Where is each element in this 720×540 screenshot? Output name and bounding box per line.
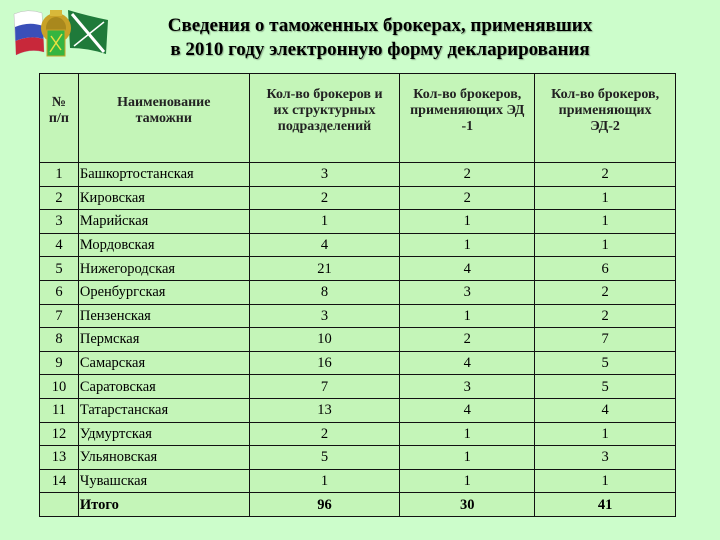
row-brokers-ed2: 1 (535, 186, 676, 210)
header-col2-line: Кол-во брокеров, (413, 87, 522, 102)
table-row (40, 398, 676, 422)
row-brokers-total: 1 (249, 210, 400, 234)
header-col2-line: -1 (461, 119, 474, 134)
header-col3-line: ЭД-2 (590, 119, 620, 134)
total-brokers-ed1: 30 (400, 493, 535, 517)
row-brokers-ed1: 4 (400, 257, 535, 281)
row-brokers-total: 16 (249, 351, 400, 375)
row-brokers-ed1: 1 (400, 210, 535, 234)
row-num: 1 (40, 163, 79, 187)
row-customs-name: Нижегородская (78, 257, 249, 281)
row-num: 4 (40, 233, 79, 257)
table-row (40, 186, 676, 210)
table-row (40, 469, 676, 493)
row-brokers-total: 1 (249, 469, 400, 493)
customs-emblem-logo (10, 8, 115, 60)
row-num: 13 (40, 446, 79, 470)
row-brokers-total: 21 (249, 257, 400, 281)
row-brokers-ed2: 2 (535, 163, 676, 187)
row-num: 7 (40, 304, 79, 328)
row-customs-name: Пермская (78, 328, 249, 352)
row-brokers-total: 5 (249, 446, 400, 470)
total-num (40, 493, 79, 517)
row-brokers-ed1: 4 (400, 398, 535, 422)
row-customs-name: Оренбургская (78, 280, 249, 304)
row-brokers-ed1: 1 (400, 304, 535, 328)
row-brokers-ed1: 1 (400, 233, 535, 257)
row-num: 9 (40, 351, 79, 375)
table-row (40, 351, 676, 375)
table-row (40, 328, 676, 352)
row-customs-name: Пензенская (78, 304, 249, 328)
header-col2-line: применяющих ЭД (410, 103, 525, 118)
row-num: 5 (40, 257, 79, 281)
table-row (40, 163, 676, 187)
row-brokers-ed1: 2 (400, 186, 535, 210)
row-brokers-ed1: 1 (400, 469, 535, 493)
row-brokers-ed2: 1 (535, 422, 676, 446)
row-brokers-ed2: 2 (535, 304, 676, 328)
title-line-1: Сведения о таможенных брокерах, применявших (167, 15, 593, 36)
header-name-line: Наименование (117, 95, 211, 110)
table-total-row (40, 493, 676, 517)
row-num: 8 (40, 328, 79, 352)
row-customs-name: Самарская (78, 351, 249, 375)
row-customs-name: Марийская (78, 210, 249, 234)
row-brokers-total: 10 (249, 328, 400, 352)
row-brokers-ed1: 1 (400, 446, 535, 470)
row-brokers-ed1: 3 (400, 280, 535, 304)
row-brokers-ed1: 4 (400, 351, 535, 375)
row-brokers-total: 4 (249, 233, 400, 257)
page-title (120, 14, 640, 62)
header-col1-line: их структурных (273, 103, 376, 118)
total-brokers-ed2: 41 (535, 493, 676, 517)
header-col1-line: подразделений (277, 119, 372, 134)
row-brokers-total: 3 (249, 304, 400, 328)
row-brokers-ed2: 5 (535, 351, 676, 375)
row-customs-name: Мордовская (78, 233, 249, 257)
row-customs-name: Удмуртская (78, 422, 249, 446)
header-num-line: п/п (48, 111, 69, 126)
row-brokers-total: 8 (249, 280, 400, 304)
row-customs-name: Чувашская (78, 469, 249, 493)
total-label: Итого (78, 493, 249, 517)
row-brokers-ed1: 1 (400, 422, 535, 446)
row-num: 10 (40, 375, 79, 399)
header-num (40, 74, 79, 163)
row-brokers-total: 3 (249, 163, 400, 187)
header-brokers-ed2 (535, 74, 676, 163)
table-row (40, 233, 676, 257)
header-brokers-ed1 (400, 74, 535, 163)
row-customs-name: Кировская (78, 186, 249, 210)
row-brokers-ed2: 4 (535, 398, 676, 422)
table-row (40, 304, 676, 328)
row-num: 12 (40, 422, 79, 446)
row-num: 3 (40, 210, 79, 234)
table-row (40, 257, 676, 281)
header-col3-line: Кол-во брокеров, (551, 87, 660, 102)
row-brokers-ed2: 2 (535, 280, 676, 304)
row-num: 2 (40, 186, 79, 210)
flags-emblem-icon (10, 8, 115, 60)
brokers-table (39, 73, 676, 517)
total-brokers: 96 (249, 493, 400, 517)
row-customs-name: Татарстанская (78, 398, 249, 422)
row-brokers-total: 2 (249, 186, 400, 210)
row-brokers-total: 2 (249, 422, 400, 446)
table-row (40, 280, 676, 304)
row-brokers-ed1: 3 (400, 375, 535, 399)
row-num: 6 (40, 280, 79, 304)
table-header-row (40, 74, 676, 163)
row-brokers-ed2: 7 (535, 328, 676, 352)
header-name (78, 74, 249, 163)
row-customs-name: Саратовская (78, 375, 249, 399)
row-brokers-ed2: 1 (535, 210, 676, 234)
header-col1-line: Кол-во брокеров и (266, 87, 383, 102)
row-num: 14 (40, 469, 79, 493)
row-brokers-ed2: 5 (535, 375, 676, 399)
row-customs-name: Ульяновская (78, 446, 249, 470)
row-brokers-ed2: 1 (535, 233, 676, 257)
row-customs-name: Башкортостанская (78, 163, 249, 187)
table-row (40, 375, 676, 399)
row-brokers-ed2: 3 (535, 446, 676, 470)
title-line-2: в 2010 году электронную форму декларирования (170, 39, 590, 60)
header-brokers-total (249, 74, 400, 163)
row-brokers-total: 13 (249, 398, 400, 422)
table-row (40, 422, 676, 446)
header-name-line: таможни (135, 111, 192, 126)
row-brokers-total: 7 (249, 375, 400, 399)
row-brokers-ed1: 2 (400, 328, 535, 352)
header-col3-line: применяющих (558, 103, 652, 118)
header-num-line: № (51, 95, 66, 110)
row-brokers-ed2: 1 (535, 469, 676, 493)
table-row (40, 210, 676, 234)
row-num: 11 (40, 398, 79, 422)
row-brokers-ed1: 2 (400, 163, 535, 187)
table-row (40, 446, 676, 470)
row-brokers-ed2: 6 (535, 257, 676, 281)
